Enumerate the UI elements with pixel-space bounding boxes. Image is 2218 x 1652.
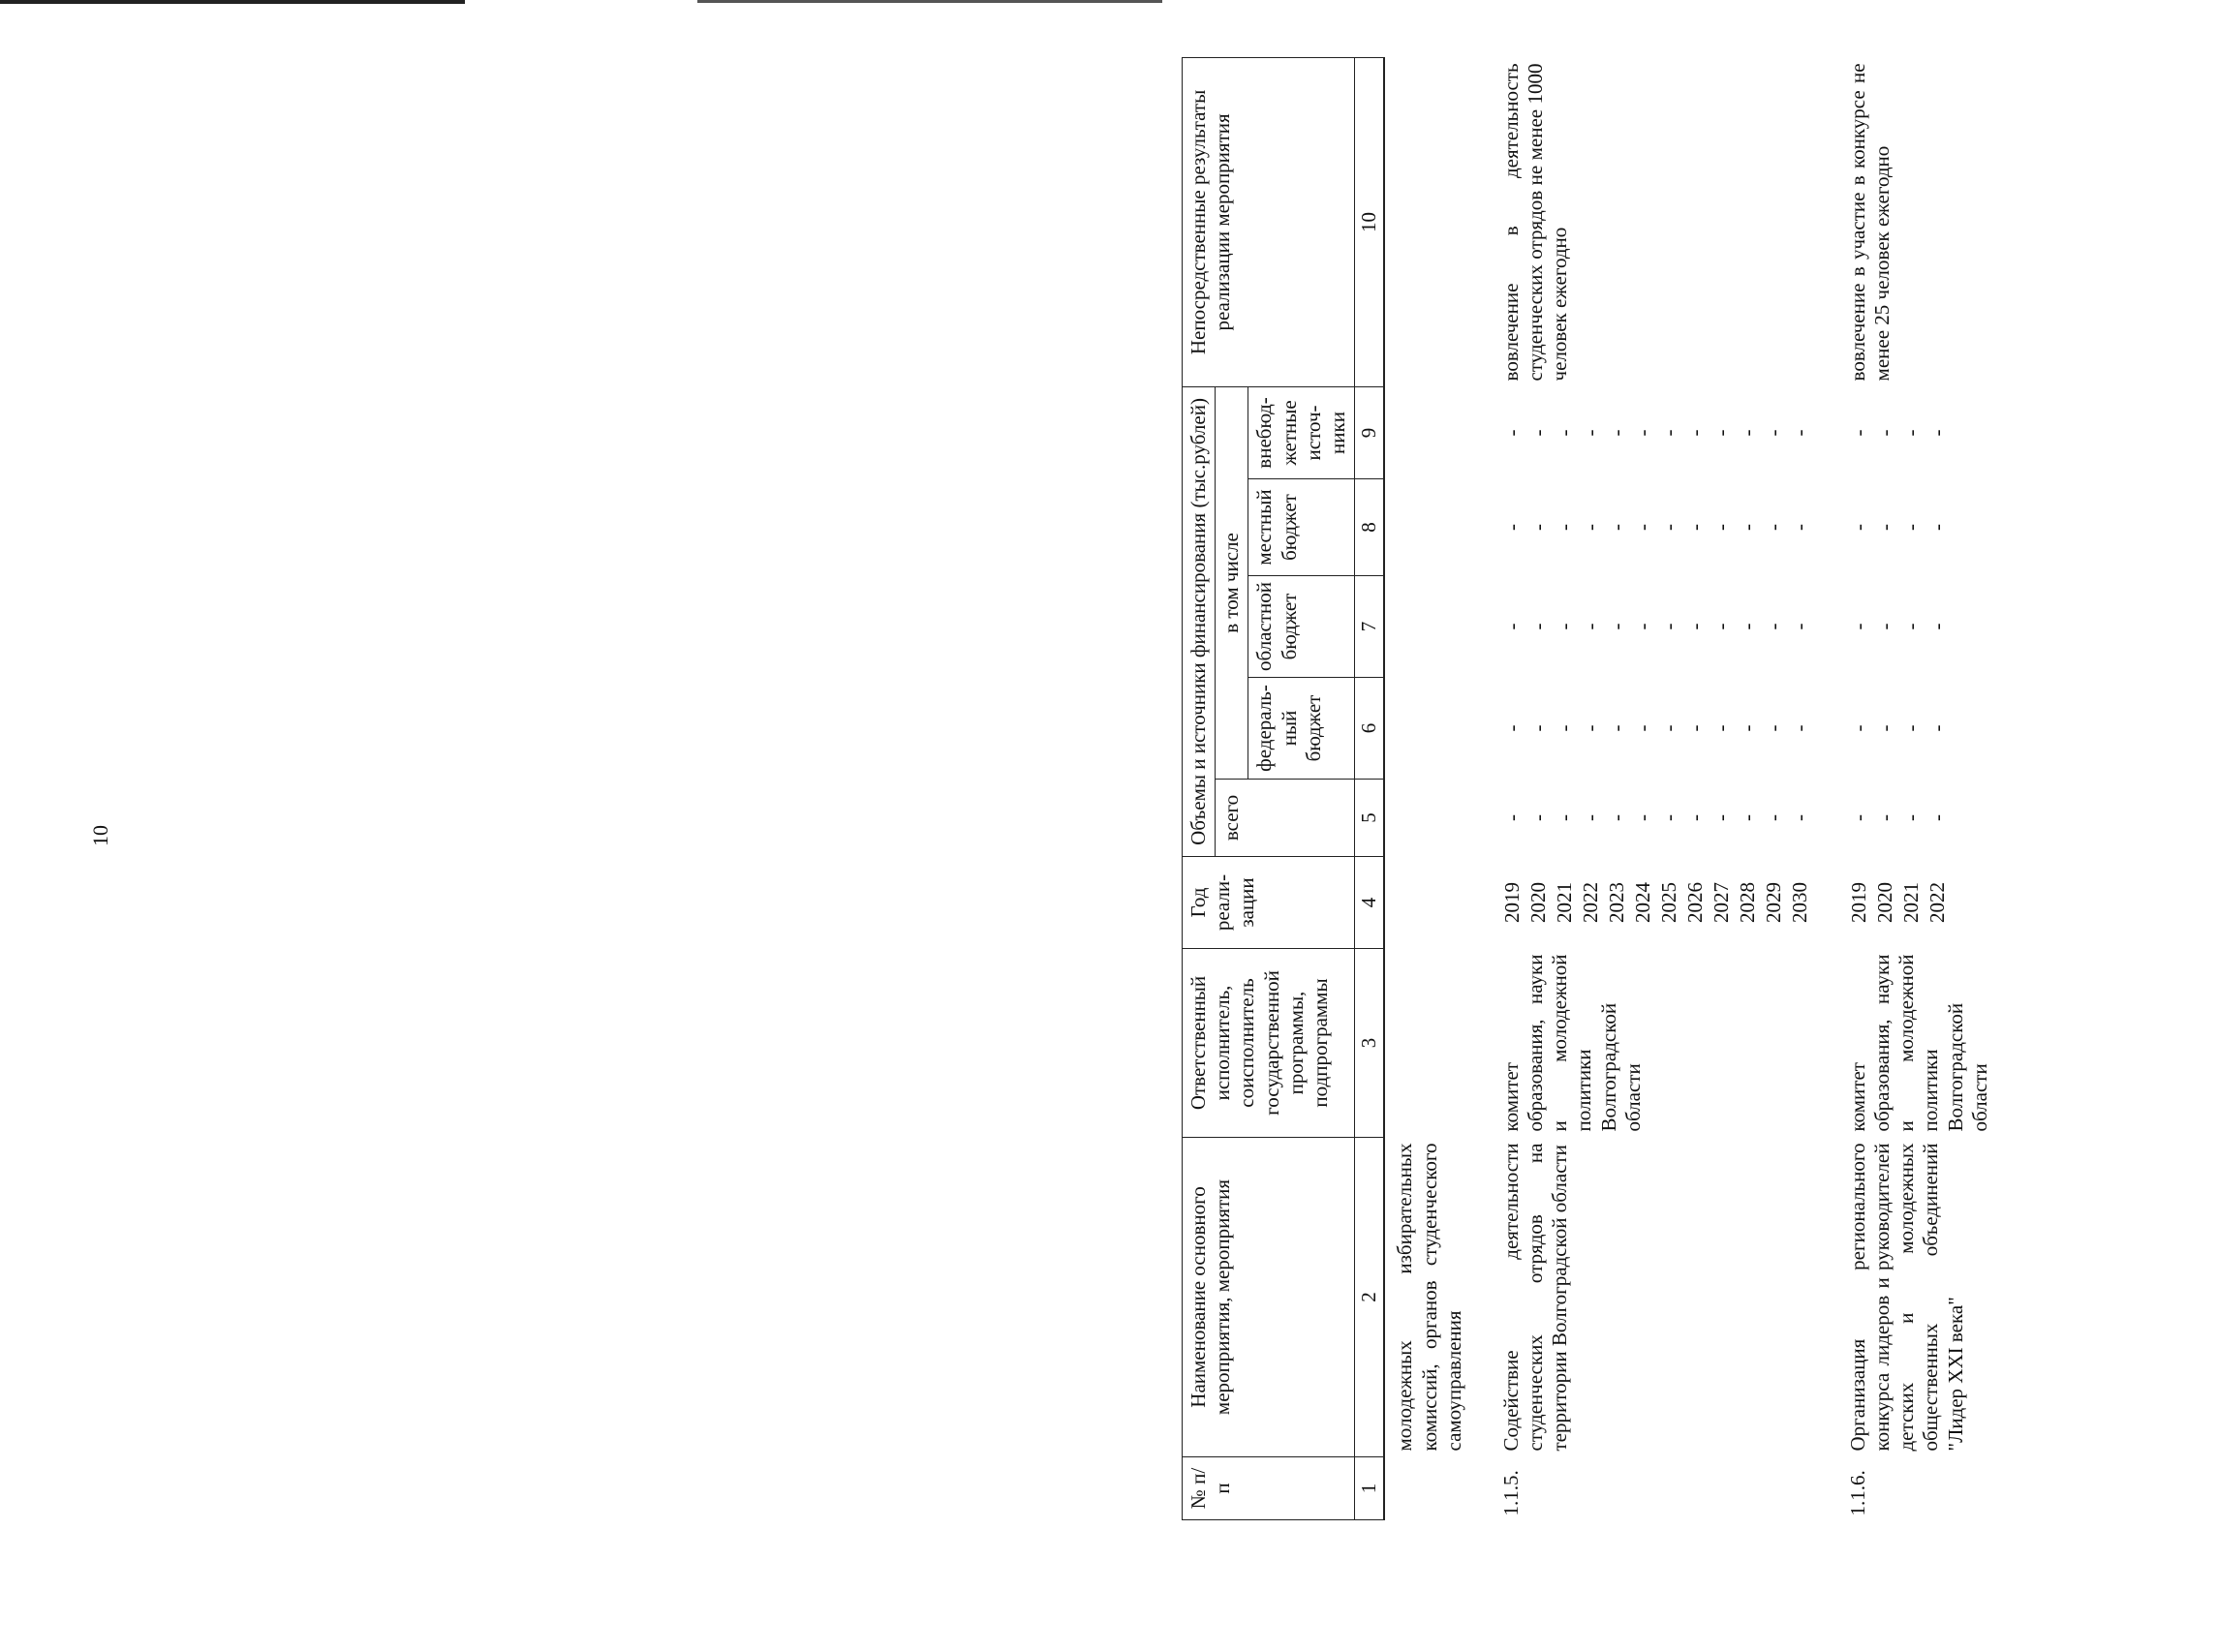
- header-local: местный бюджет: [1248, 479, 1355, 576]
- continuation-text: молодежных избирательных комиссий, органов студенческого самоуправления: [1393, 1143, 1465, 1452]
- year: 2024: [1630, 882, 1654, 923]
- col-number: 8: [1355, 479, 1385, 576]
- total-values: - - - - - - - - - - - -: [1499, 814, 1811, 821]
- col-number: 7: [1355, 576, 1385, 678]
- col-number: 2: [1355, 1138, 1385, 1457]
- responsible-executor: комитет образования, науки и молодежной политики Волгоградской области: [1845, 954, 1991, 1132]
- year: 2021: [1898, 882, 1923, 923]
- activity-name: Содействие деятельности студенческих отрядов на территории Волгоградской области: [1498, 1143, 1572, 1452]
- col-number: 4: [1355, 857, 1385, 949]
- header-num: № п/п: [1183, 1457, 1355, 1520]
- header-federal: федераль-ный бюджет: [1248, 678, 1355, 780]
- col-number: 6: [1355, 678, 1385, 780]
- responsible-executor: комитет образования, науки и молодежной политики Волгоградской области: [1498, 954, 1645, 1132]
- header-regional: областной бюджет: [1248, 576, 1355, 678]
- header-executor: Ответственный исполнитель, соисполнитель государственной программы, подпрограммы: [1183, 949, 1355, 1138]
- col-number: 5: [1355, 780, 1385, 857]
- continuation-row: [1384, 57, 1495, 1519]
- year: 2020: [1525, 882, 1550, 923]
- col-number: 3: [1355, 949, 1385, 1138]
- header-total: всего: [1216, 780, 1355, 857]
- activity-name: Организация регионального конкурса лидеров и руководителей детских и молодежных общественных объединений "Лидер XXI века": [1845, 1143, 1967, 1452]
- header-year: Год реали-зации: [1183, 857, 1355, 949]
- year: 2029: [1761, 882, 1785, 923]
- row-number: 1.1.6.: [1845, 1470, 1869, 1516]
- year: 2026: [1682, 882, 1707, 923]
- federal-values: - - - - - - - - - - - -: [1499, 724, 1811, 732]
- expected-result: вовлечение в участие в конкурсе не менее 25 человек ежегодно: [1845, 63, 1895, 382]
- year: 2019: [1846, 882, 1870, 923]
- year: 2028: [1735, 882, 1759, 923]
- extra-values: - - - -: [1846, 429, 1949, 437]
- rotated-page-content: [1182, 58, 2218, 1520]
- col-number: 1: [1355, 1457, 1385, 1520]
- scan-edge-line: [0, 0, 465, 4]
- scan-edge-line: [697, 0, 1162, 3]
- year: 2023: [1604, 882, 1628, 923]
- year: 2027: [1709, 882, 1733, 923]
- year: 2022: [1578, 882, 1602, 923]
- year: 2019: [1499, 882, 1524, 923]
- regional-values: - - - -: [1846, 623, 1949, 630]
- table-row: [1842, 57, 1996, 1519]
- total-values: - - - -: [1846, 814, 1949, 821]
- col-number: 10: [1355, 57, 1385, 386]
- local-values: - - - -: [1846, 524, 1949, 531]
- regional-values: - - - - - - - - - - - -: [1499, 623, 1811, 630]
- years-list: [1842, 857, 1996, 949]
- federal-values: - - - -: [1846, 724, 1949, 732]
- program-activities-table: [1182, 57, 1996, 1520]
- header-extra: внебюд-жетные источ-ники: [1248, 386, 1355, 478]
- year: 2025: [1656, 882, 1680, 923]
- header-results: Непосредственные результаты реализации мероприятия: [1183, 57, 1355, 386]
- expected-result: вовлечение в деятельность студенческих отрядов не менее 1000 человек ежегодно: [1498, 63, 1572, 382]
- header-including: в том числе: [1216, 386, 1248, 779]
- table-row: [1495, 57, 1817, 1519]
- year: 2022: [1925, 882, 1949, 923]
- year: 2020: [1872, 882, 1896, 923]
- local-values: - - - - - - - - - - - -: [1499, 524, 1811, 531]
- year: 2030: [1787, 882, 1811, 923]
- year: 2021: [1552, 882, 1576, 923]
- years-list: [1495, 857, 1817, 949]
- row-number: 1.1.5.: [1498, 1470, 1523, 1516]
- page-number: 10: [88, 825, 112, 846]
- extra-values: - - - - - - - - - - - -: [1499, 429, 1811, 437]
- header-name: Наименование основного мероприятия, мероприятия: [1183, 1138, 1355, 1457]
- col-number: 9: [1355, 386, 1385, 478]
- header-funding: Объемы и источники финансирования (тыс.рублей): [1183, 386, 1216, 856]
